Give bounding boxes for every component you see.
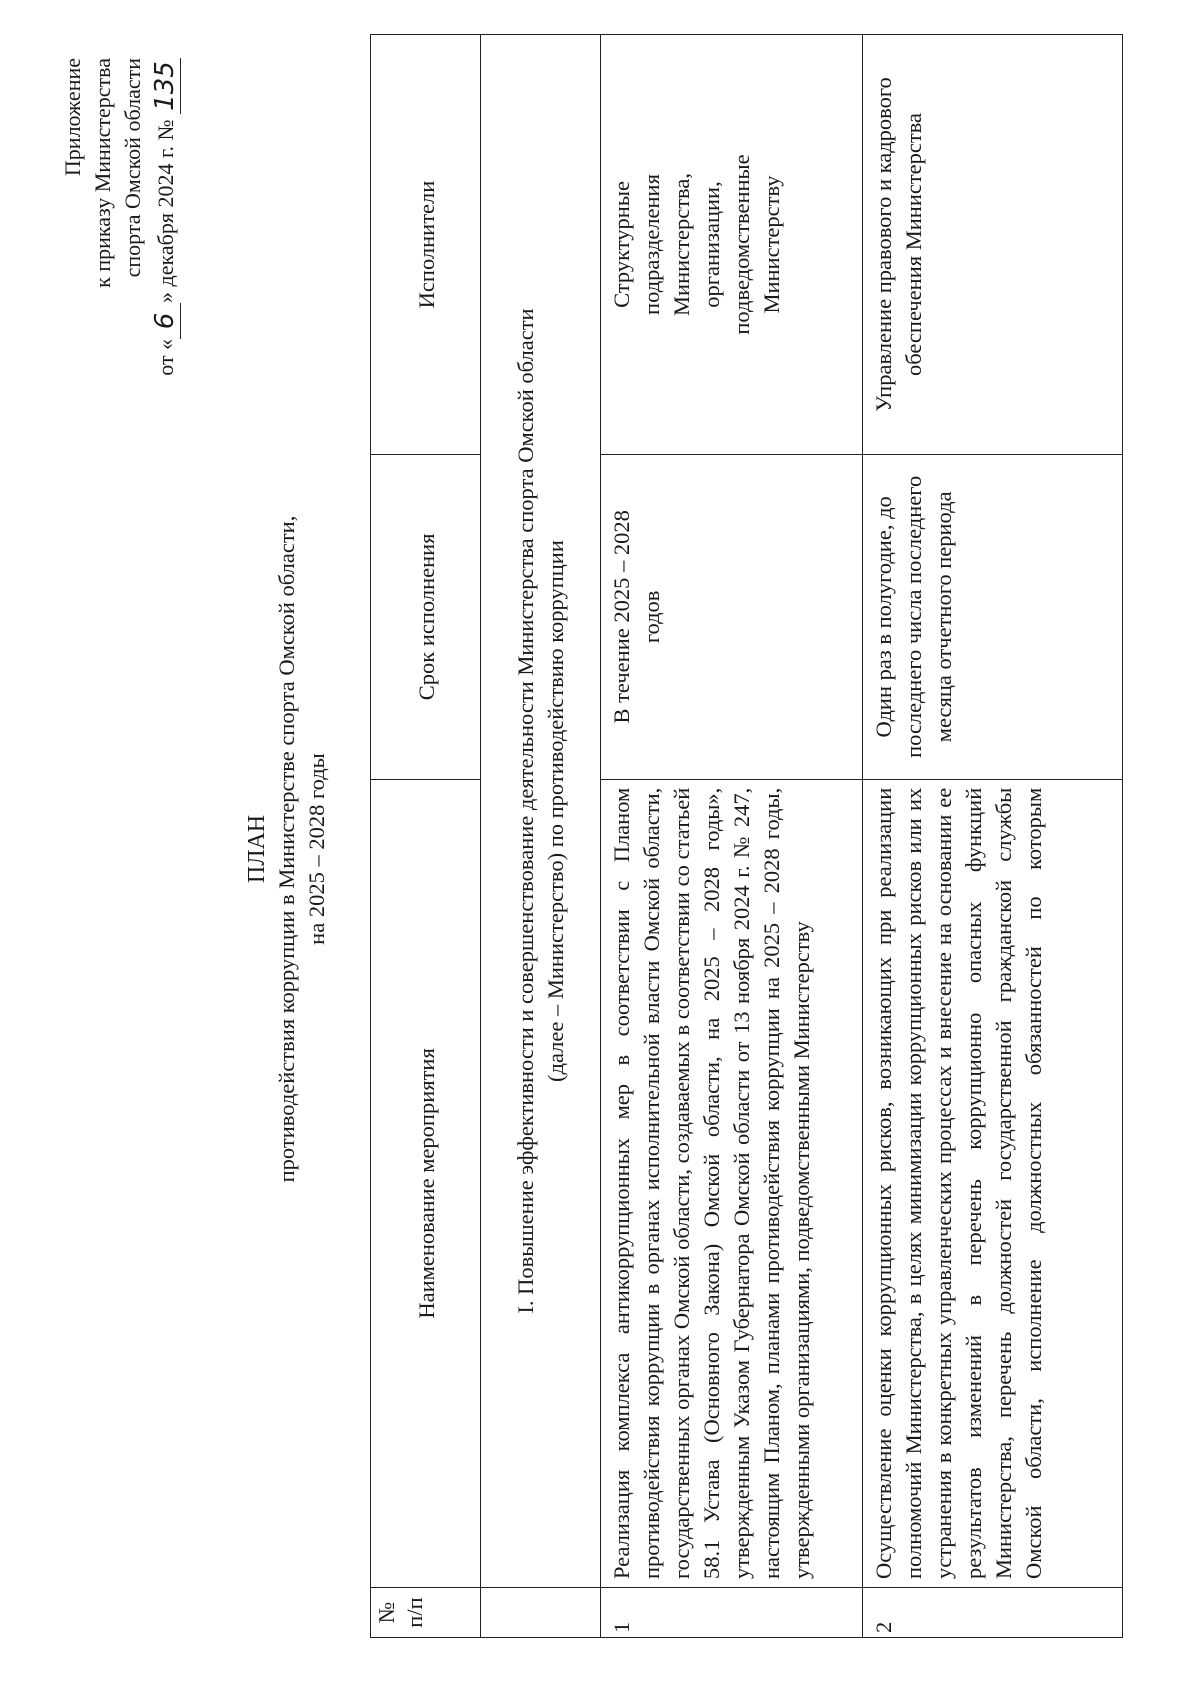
appendix-line3: спорта Омской области <box>120 58 145 278</box>
section-row <box>481 35 601 1638</box>
row2-term: Один раз в полугодие, до последнего числа последнего месяца отчетного периода <box>863 454 1123 779</box>
title-sub2: на 2025 – 2028 годы <box>304 753 329 945</box>
appendix-line4 <box>150 58 181 376</box>
header-executors: Исполнители <box>371 35 481 455</box>
table-row <box>863 35 1123 1638</box>
table-row <box>601 35 863 1638</box>
handwritten-day: 6 <box>150 303 181 339</box>
appendix-date-mid: » декабря 2024 г. № <box>153 119 178 303</box>
row1-num: 1 <box>601 1588 863 1638</box>
title-main: ПЛАН <box>244 814 270 884</box>
header-term: Срок исполнения <box>371 454 481 779</box>
appendix-date-prefix: от « <box>153 338 178 376</box>
header-num: № п/п <box>371 1588 481 1638</box>
title-block <box>242 0 332 1698</box>
plan-table <box>370 34 1123 1638</box>
row2-num: 2 <box>863 1588 1123 1638</box>
row1-name: Реализация комплекса антикоррупционных мер в соответствии с Планом противодействия коррупции в органах исполнительной власти Омской области, государственных органах Омской области, создаваемых в соответствии со статьей 58.1 Устава (Основного Закона) Омской области, на 2025 – 2028 годы», утвержденным Указом Губернатора Омской области от 13 ноября 2024 г. № 247, настоящим Планом, планами противодействия коррупции на 2025 – 2028 годы, утвержденными организациями, подведомственными Министерству <box>601 779 863 1587</box>
section-title <box>481 35 601 1588</box>
handwritten-number: 135 <box>150 58 181 114</box>
appendix-line1: Приложение <box>60 58 85 177</box>
row1-executors: Структурные подразделения Министерства, организации, подведомственные Министерству <box>601 35 863 455</box>
row2-executors: Управление правового и кадрового обеспечения Министерства <box>863 35 1123 455</box>
title-sub1: противодействия коррупции в Министерстве спорта Омской области, <box>274 515 299 1183</box>
row1-term: В течение 2025 – 2028 годов <box>601 454 863 779</box>
section-empty-num <box>481 1588 601 1638</box>
section-line1: I. Повышение эффективности и совершенствование деятельности Министерства спорта Омской области <box>512 308 538 1314</box>
header-name: Наименование мероприятия <box>371 779 481 1587</box>
section-line2: (далее – Министерство) по противодействию коррупции <box>542 540 568 1082</box>
row2-name: Осуществление оценки коррупционных рисков, возникающих при реализации полномочий Министерства, в целях минимизации коррупционных рисков или их устранения в конкретных управленческих процессах и внесение на основании ее результатов изменений в перечень коррупционно опасных функций Министерства, перечень должностей государственной гражданской службы Омской области, исполнение должностных обязанностей по которым <box>863 779 1123 1587</box>
appendix-line2: к приказу Министерства <box>90 58 115 288</box>
table-header-row <box>371 35 481 1638</box>
appendix-block <box>60 58 200 376</box>
